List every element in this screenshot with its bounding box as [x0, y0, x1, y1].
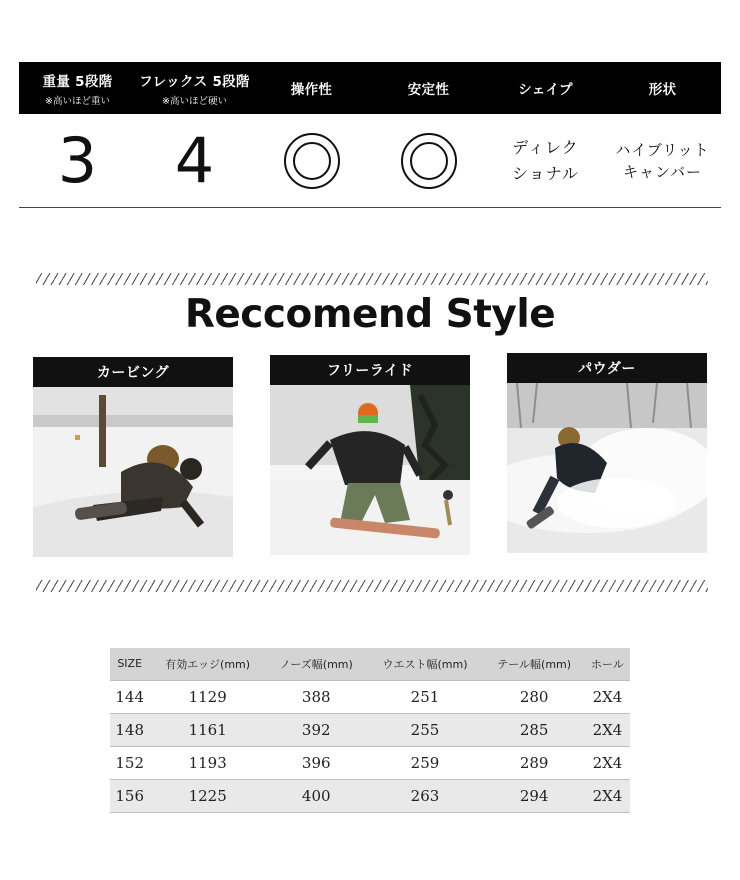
style-card-freeride — [270, 355, 470, 555]
freeride-photo — [270, 385, 470, 555]
section-heading: Reccomend Style — [184, 292, 556, 337]
powder-photo — [507, 383, 707, 553]
stability-value-cell — [370, 114, 487, 207]
col-tail-width: テール幅(mm) — [483, 648, 584, 680]
double-circle-icon — [401, 133, 457, 189]
table-row: 152 1193 396 259 289 2X4 — [110, 746, 630, 779]
style-card-carving — [33, 357, 233, 557]
table-row: 156 1225 400 263 294 2X4 — [110, 779, 630, 812]
weight-value: 3 — [57, 123, 98, 197]
style-label-freeride: フリーライド — [270, 355, 470, 385]
style-label-powder: パウダー — [507, 353, 707, 383]
shape-value-line2: ショナル — [512, 163, 579, 183]
spec-header-shape: シェイプ — [518, 82, 573, 98]
table-row: 148 1161 392 255 285 2X4 — [110, 713, 630, 746]
spec-header-stability: 安定性 — [407, 82, 450, 98]
spec-header-weight: 重量 5段階 ※高いほど重い — [42, 73, 113, 107]
table-row: 144 1129 388 251 280 2X4 — [110, 680, 630, 713]
style-label-carving: カービング — [33, 357, 233, 387]
slash-divider-top — [36, 273, 708, 285]
slash-divider-bottom — [36, 580, 708, 592]
size-table-header — [110, 648, 630, 680]
spec-value-row — [19, 114, 721, 208]
spec-header-form: 形状 — [648, 82, 677, 98]
spec-table — [19, 62, 721, 208]
col-effective-edge: 有効エッジ(mm) — [149, 648, 266, 680]
form-value-line1: ハイブリット — [615, 140, 710, 159]
flex-value-cell — [136, 114, 253, 207]
spec-header-flex: フレックス 5段階 ※高いほど硬い — [139, 73, 250, 107]
shape-value-line1: ディレク — [512, 137, 579, 157]
size-spec-table — [110, 648, 630, 813]
col-size: SIZE — [110, 648, 149, 680]
col-waist-width: ウエスト幅(mm) — [367, 648, 484, 680]
double-circle-icon — [284, 133, 340, 189]
flex-value: 4 — [174, 123, 215, 197]
form-value-line2: キャンバー — [623, 162, 702, 181]
spec-header-handling: 操作性 — [290, 82, 333, 98]
spec-header-row — [19, 62, 721, 114]
handling-value-cell — [253, 114, 370, 207]
shape-value-cell — [487, 114, 604, 207]
style-card-powder — [507, 353, 707, 553]
weight-value-cell — [19, 114, 136, 207]
col-nose-width: ノーズ幅(mm) — [266, 648, 367, 680]
carving-photo — [33, 387, 233, 557]
form-value-cell — [604, 114, 721, 207]
col-hole: ホール — [585, 648, 630, 680]
